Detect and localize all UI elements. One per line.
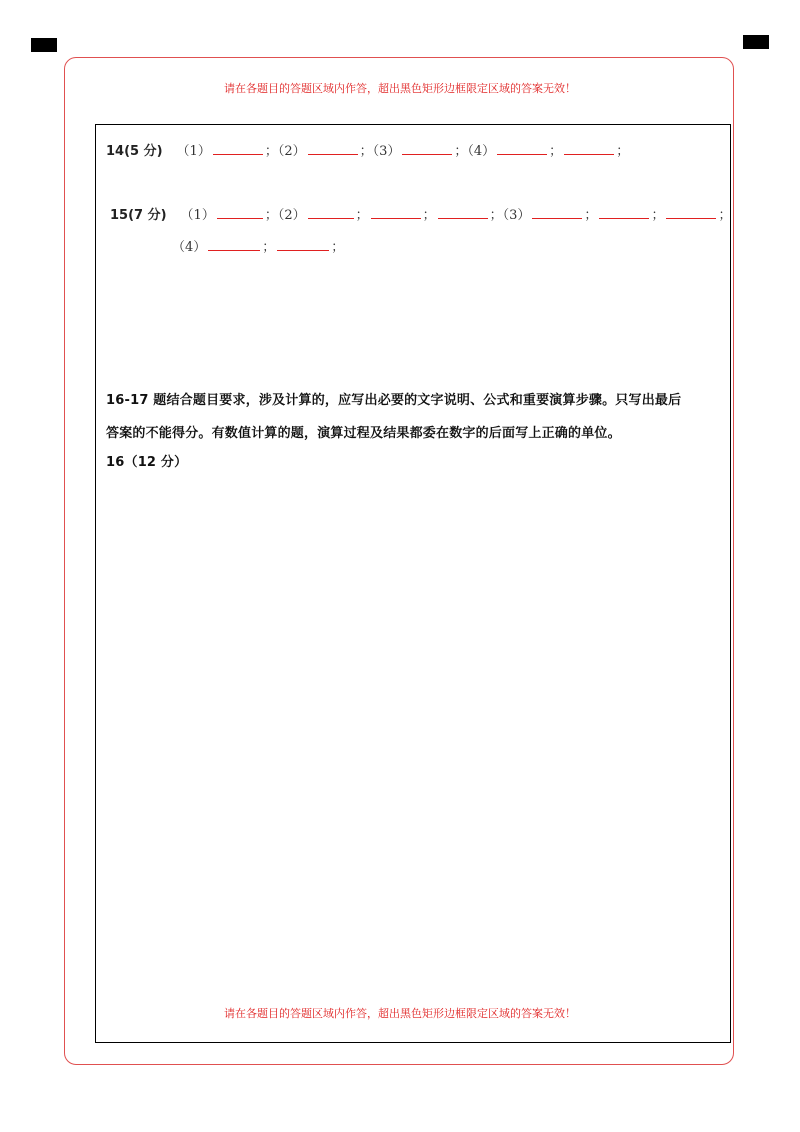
q14-blank-2[interactable] [308, 142, 358, 155]
question-16-answer-area[interactable] [100, 475, 726, 995]
q15-part-label: ； [718, 208, 732, 223]
question-14-label: 14(5 分) [106, 144, 163, 159]
question-15-row-1 [110, 204, 731, 223]
question-14-row [106, 140, 629, 159]
q14-part-label: ；（4） [454, 144, 496, 159]
q14-blank-3[interactable] [402, 142, 452, 155]
q14-blank-4[interactable] [497, 142, 547, 155]
q15-blank-5[interactable] [532, 206, 582, 219]
q15-part-label: ；（3） [489, 208, 531, 223]
q15-part-label: ； [651, 208, 665, 223]
q14-blank-5[interactable] [564, 142, 614, 155]
q15-part-label: ； [422, 208, 436, 223]
q14-part-label: ；（2） [264, 144, 306, 159]
q15-part-label: ；（2） [264, 208, 306, 223]
instructions-line-2: 答案的不能得分。有数值计算的题，演算过程及结果都委在数字的后面写上正确的单位。 [106, 426, 621, 441]
q15-part-label: ； [331, 240, 345, 255]
q15-part-label: ； [355, 208, 369, 223]
corner-marker-right [743, 35, 769, 49]
q15-blank-4[interactable] [438, 206, 488, 219]
q15-blank-9[interactable] [277, 238, 329, 251]
q14-part-label: ； [616, 144, 630, 159]
q15-part-label: （1） [180, 208, 215, 223]
question-15-row-2 [172, 236, 344, 255]
q15-blank-1[interactable] [217, 206, 263, 219]
question-15-label: 15(7 分) [110, 208, 167, 223]
q15-part-label: ； [262, 240, 276, 255]
q15-blank-3[interactable] [371, 206, 421, 219]
notice-top: 请在各题目的答题区域内作答，超出黑色矩形边框限定区域的答案无效！ [224, 82, 576, 95]
q15-part-label: ； [584, 208, 598, 223]
q14-blank-1[interactable] [213, 142, 263, 155]
q15-blank-2[interactable] [308, 206, 354, 219]
q14-part-label: ； [549, 144, 563, 159]
q15-part-label: （4） [172, 240, 207, 255]
q14-part-label: （1） [176, 144, 211, 159]
q15-blank-6[interactable] [599, 206, 649, 219]
corner-marker-left [31, 38, 57, 52]
q15-blank-8[interactable] [208, 238, 260, 251]
question-16-label: 16（12 分） [106, 455, 188, 470]
q14-part-label: ；（3） [359, 144, 401, 159]
instructions-line-1: 16-17 题结合题目要求，涉及计算的，应写出必要的文字说明、公式和重要演算步骤。只写出最后 [106, 393, 682, 408]
q15-blank-7[interactable] [666, 206, 716, 219]
notice-bottom: 请在各题目的答题区域内作答，超出黑色矩形边框限定区域的答案无效！ [224, 1007, 576, 1020]
